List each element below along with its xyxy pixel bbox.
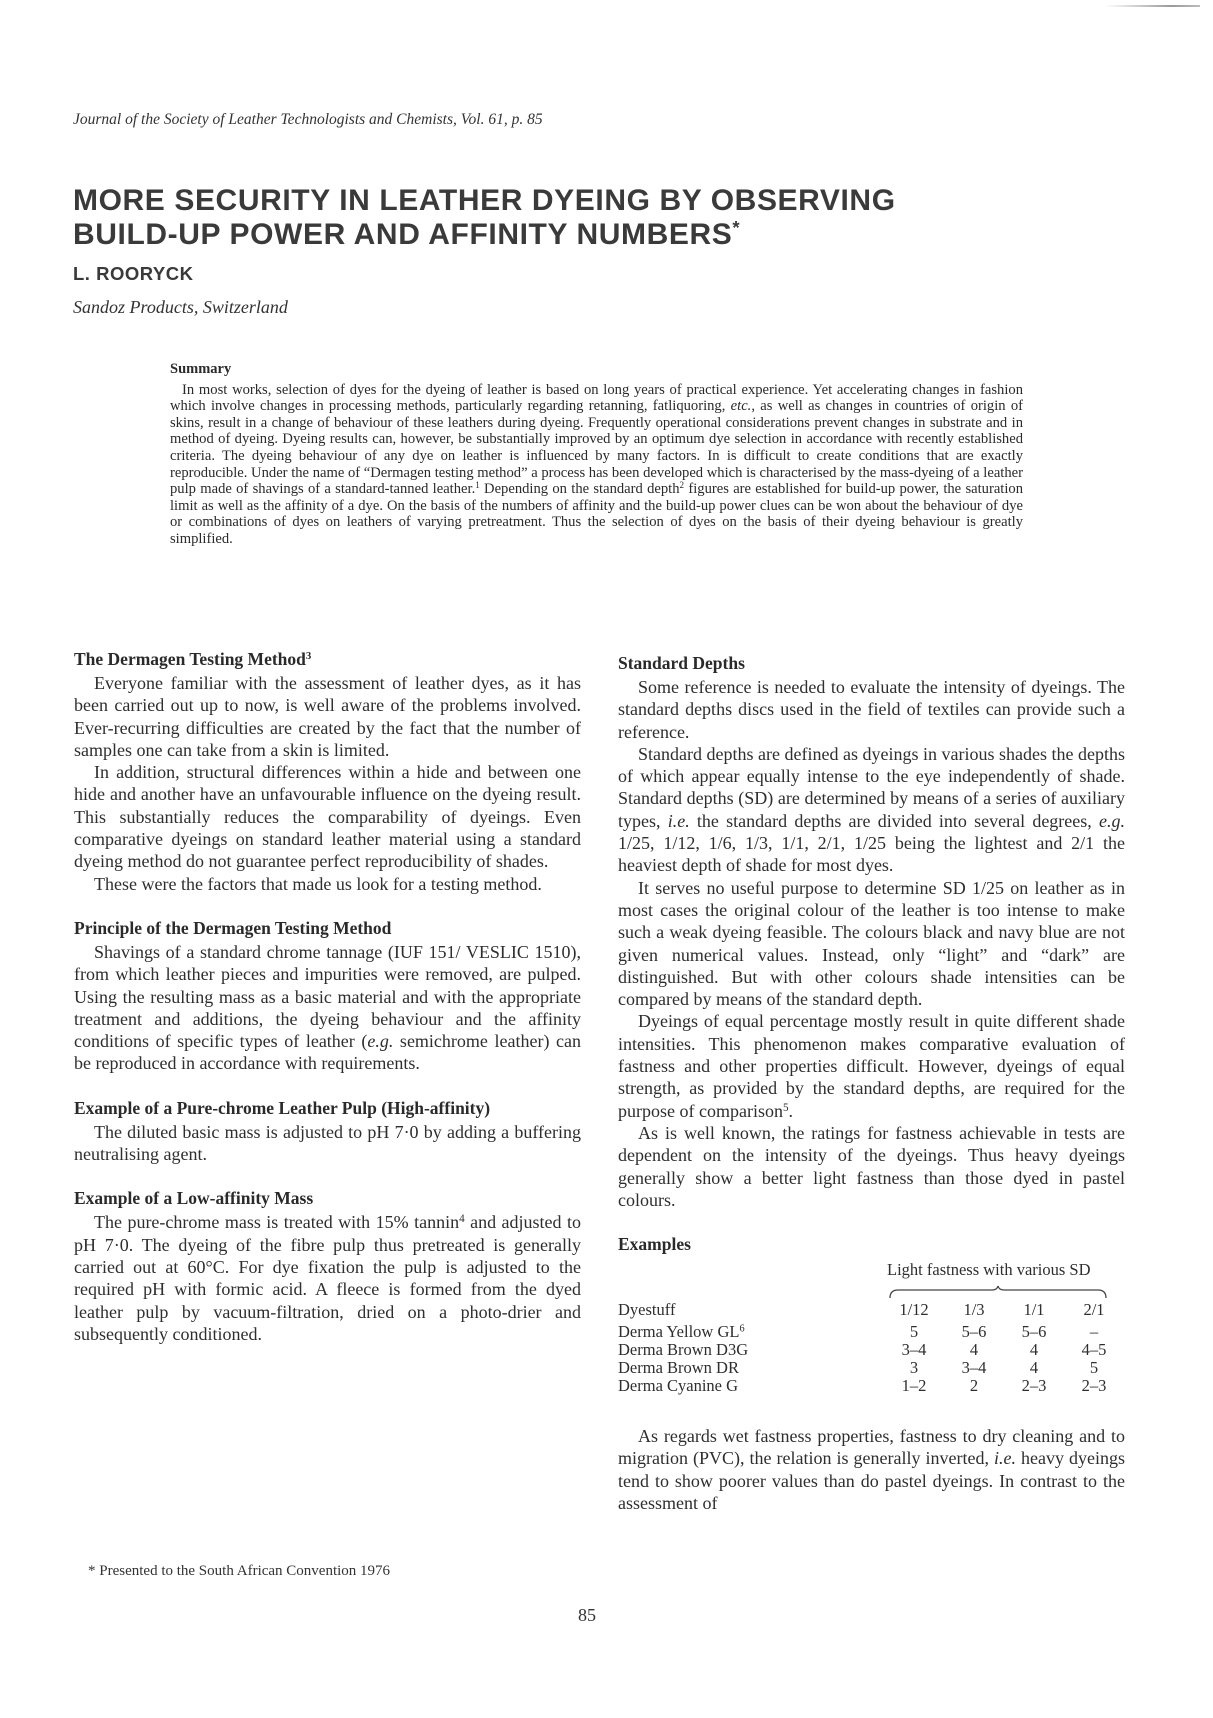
dyestuff-name: Derma Yellow GL bbox=[618, 1322, 740, 1342]
light-fastness-table bbox=[618, 1261, 1125, 1395]
paragraph-text: semichrome leather) can be reproduced in accordance with requirements. bbox=[74, 1031, 581, 1074]
table-cell: 5–6 bbox=[1021, 1322, 1047, 1342]
section-dermagen-method bbox=[74, 648, 581, 895]
table-cell: 4 bbox=[1029, 1340, 1039, 1360]
left-column bbox=[74, 648, 581, 1367]
section-heading: Example of a Pure-chrome Leather Pulp (High-affinity) bbox=[74, 1097, 491, 1118]
section-heading: Examples bbox=[618, 1234, 691, 1255]
paragraph-text: As regards wet fastness properties, fastness to dry cleaning and to migration (PVC), the relation is generally inverted, bbox=[618, 1426, 1125, 1469]
paragraph-text: the standard depths are divided into several degrees, bbox=[689, 810, 1099, 831]
paragraph: In addition, structural differences within a hide and between one hide and another have an unfavourable influence on the dyeing result. This substantially reduces the comparability of dyeings. Even comparative dyeings on standard leather material using a standard dyeing method do not guarantee perfect reproducibility of shades. bbox=[74, 762, 581, 872]
section-heading: Standard Depths bbox=[618, 653, 745, 673]
table-row bbox=[618, 1323, 1125, 1341]
table-cell-dyestuff: Derma Cyanine G bbox=[618, 1376, 739, 1396]
summary-text: figures are established for build-up power, the saturation limit as well as the affinity of a dye. On the basis of the numbers of affinity and the build-up power clues can be won about the behaviour of dye or combinations of dyes on leathers of varying pretreatment. Thus the selection of dyes on the basis of their dyeing behaviour is greatly simplified. bbox=[170, 481, 1023, 547]
table-cell: 3–4 bbox=[961, 1358, 987, 1378]
summary-text: , as well as changes in countries of origin of skins, result in a change of behaviour of these leathers during dyeing. Frequently operational considerations prevent changes in substrate and in method of dyeing. Dyeing results can, however, be substantially improved by an optimum dye selection in accordance with recently established criteria. The dyeing behaviour of any dye on leather is influenced by many factors. In is difficult to create conditions that are exactly reproducible. Under the name of “Dermagen testing method” a process has been developed which is characterised by the mass-dyeing of a leather pulp made of shavings of a standard-tanned leather. bbox=[170, 398, 1024, 498]
table-cell: 5–6 bbox=[961, 1322, 987, 1342]
table-group-header bbox=[618, 1261, 1125, 1301]
section-heading: Example of a Low-affinity Mass bbox=[74, 1188, 314, 1209]
reference-marker: 5 bbox=[782, 1101, 789, 1114]
reference-marker: 4 bbox=[459, 1213, 465, 1226]
paragraph bbox=[618, 1425, 1125, 1514]
title-footnote-marker: * bbox=[732, 216, 741, 238]
paragraph-italic: e.g. bbox=[367, 1031, 394, 1052]
paragraph-text: Dyeings of equal percentage mostly result in quite different shade intensities. This phenomenon makes comparative evaluation of fastness and other properties difficult. However, dyeings of equal strength, as provided by the standard depths, are required for the purpose of comparison bbox=[618, 1011, 1125, 1121]
paragraph: As is well known, the ratings for fastness achievable in tests are dependent on the intensity of the dyeings. Thus heavy dyeings generally show a better light fastness than those dyed in pastel colours. bbox=[618, 1122, 1125, 1210]
summary-heading: Summary bbox=[170, 361, 232, 377]
table-header-sd: 2/1 bbox=[1083, 1300, 1105, 1320]
title-line-1: MORE SECURITY IN LEATHER DYEING BY OBSERVING bbox=[73, 184, 896, 217]
paragraph bbox=[618, 743, 1125, 877]
paragraph bbox=[74, 1211, 581, 1345]
table-group-label: Light fastness with various SD bbox=[887, 1260, 1091, 1280]
author-name: L. ROORYCK bbox=[73, 263, 194, 284]
brace-icon bbox=[888, 1285, 1108, 1299]
section-heading bbox=[74, 648, 581, 670]
table-cell: 4–5 bbox=[1081, 1340, 1107, 1360]
paragraph-text: . bbox=[788, 1100, 794, 1121]
page-number: 85 bbox=[578, 1605, 596, 1625]
paragraph-text: The pure-chrome mass is treated with 15% tannin bbox=[94, 1212, 460, 1233]
paragraph-italic: e.g. bbox=[1099, 810, 1125, 831]
summary-paragraph bbox=[170, 382, 1023, 548]
table-row bbox=[618, 1359, 1125, 1377]
section-principle bbox=[74, 917, 581, 1075]
paragraph bbox=[618, 1010, 1125, 1121]
paragraph: Some reference is needed to evaluate the intensity of dyeings. The standard depths discs used in the field of textiles can provide such a reference. bbox=[618, 677, 1125, 742]
paragraph-text: and adjusted to pH 7·0. The dyeing of the fibre pulp thus pretreated is generally carried out at 60°C. For dye fixation the pulp is adjusted to the required pH with formic acid. A fleece is formed from the dyed leather pulp by vacuum-filtration, dried on a photo-drier and subsequently conditioned. bbox=[74, 1212, 581, 1344]
section-pure-chrome-example bbox=[74, 1097, 581, 1166]
table-cell-dyestuff: Derma Brown DR bbox=[618, 1358, 739, 1378]
table-row bbox=[618, 1377, 1125, 1395]
table-header-row bbox=[618, 1301, 1125, 1321]
paragraph: These were the factors that made us look for a testing method. bbox=[94, 873, 542, 894]
table-header-sd: 1/3 bbox=[963, 1300, 985, 1320]
table-cell: 5 bbox=[909, 1322, 919, 1342]
paragraph: Everyone familiar with the assessment of leather dyes, as it has been carried out up to now, is well aware of the problems involved. Ever-recurring difficulties are created by the fact that the number of samples one can take from a skin is limited. bbox=[74, 673, 581, 760]
reference-marker: 3 bbox=[305, 650, 312, 663]
table-cell: 1–2 bbox=[901, 1376, 927, 1396]
summary-text: Depending on the standard depth bbox=[479, 481, 680, 498]
table-cell: 3 bbox=[909, 1358, 919, 1378]
table-header-dyestuff: Dyestuff bbox=[618, 1300, 676, 1320]
article-title bbox=[73, 184, 896, 252]
heading-text: The Dermagen Testing Method bbox=[74, 649, 306, 669]
journal-citation: Journal of the Society of Leather Technologists and Chemists, Vol. 61, p. 85 bbox=[73, 111, 543, 128]
paragraph-text: heavy dyeings tend to show poorer values than do pastel dyeings. In contrast to the assessment of bbox=[618, 1448, 1125, 1514]
table-header-sd: 1/12 bbox=[899, 1300, 929, 1320]
table-cell: 2 bbox=[969, 1376, 979, 1396]
paragraph-text: 1/25, 1/12, 1/6, 1/3, 1/1, 2/1, 1/25 being the lightest and 2/1 the heaviest depth of shade for most dyes. bbox=[618, 833, 1125, 876]
table-header-sd: 1/1 bbox=[1023, 1300, 1045, 1320]
summary-italic: etc. bbox=[730, 398, 752, 415]
section-examples bbox=[618, 1233, 1125, 1514]
table-cell: 3–4 bbox=[901, 1340, 927, 1360]
table-cell: – bbox=[1089, 1322, 1099, 1342]
summary-section bbox=[170, 361, 1023, 548]
table-cell: 5 bbox=[1089, 1358, 1099, 1378]
title-line-2: BUILD-UP POWER AND AFFINITY NUMBERS bbox=[73, 218, 733, 251]
paragraph: The diluted basic mass is adjusted to pH 7·0 by adding a buffering neutralising agent. bbox=[74, 1121, 581, 1165]
footnote: * Presented to the South African Convention 1976 bbox=[88, 1563, 391, 1579]
reference-marker: 1 bbox=[475, 480, 480, 491]
paragraph-italic: i.e. bbox=[994, 1448, 1016, 1469]
scan-artifact-line bbox=[1105, 5, 1200, 7]
reference-marker: 2 bbox=[679, 480, 685, 491]
table-cell: 2–3 bbox=[1021, 1376, 1047, 1396]
paragraph bbox=[74, 941, 581, 1075]
reference-marker: 6 bbox=[739, 1323, 745, 1335]
right-column bbox=[618, 652, 1125, 1536]
section-heading: Principle of the Dermagen Testing Method bbox=[74, 917, 392, 938]
paragraph-text: Standard depths are defined as dyeings in various shades the depths of which appear equally intense to the eye independently of shade. Standard depths (SD) are determined by means of a series of auxiliary types, bbox=[618, 743, 1125, 831]
table-cell-dyestuff: Derma Brown D3G bbox=[618, 1340, 749, 1360]
table-cell: 4 bbox=[1029, 1358, 1039, 1378]
author-affiliation: Sandoz Products, Switzerland bbox=[73, 297, 288, 317]
paragraph-italic: i.e. bbox=[667, 810, 690, 831]
table-row bbox=[618, 1341, 1125, 1359]
table-cell: 4 bbox=[969, 1340, 979, 1360]
table-cell-dyestuff bbox=[618, 1323, 878, 1341]
section-standard-depths bbox=[618, 652, 1125, 1211]
table-cell: 2–3 bbox=[1081, 1376, 1107, 1396]
section-low-affinity-example bbox=[74, 1187, 581, 1345]
paragraph: It serves no useful purpose to determine SD 1/25 on leather as in most cases the original colour of the leather is too intense to make such a weak dyeing feasible. The colours black and navy blue are not given numerical values. Instead, only “light” and “dark” are distinguished. But with other colours shade intensities can be compared by means of the standard depth. bbox=[618, 877, 1125, 1010]
paragraph-text: Shavings of a standard chrome tannage (IUF 151/ VESLIC 1510), from which leather pieces and impurities were removed, are pulped. Using the resulting mass as a basic material and with the appropriate treatment and additions, the dyeing behaviour and the affinity conditions of specific types of leather ( bbox=[74, 941, 581, 1052]
summary-text: In most works, selection of dyes for the dyeing of leather is based on long years of practical experience. Yet accelerating changes in fashion which involve changes in processing methods, particularly regarding retanning, fatliquoring, bbox=[170, 381, 1023, 415]
